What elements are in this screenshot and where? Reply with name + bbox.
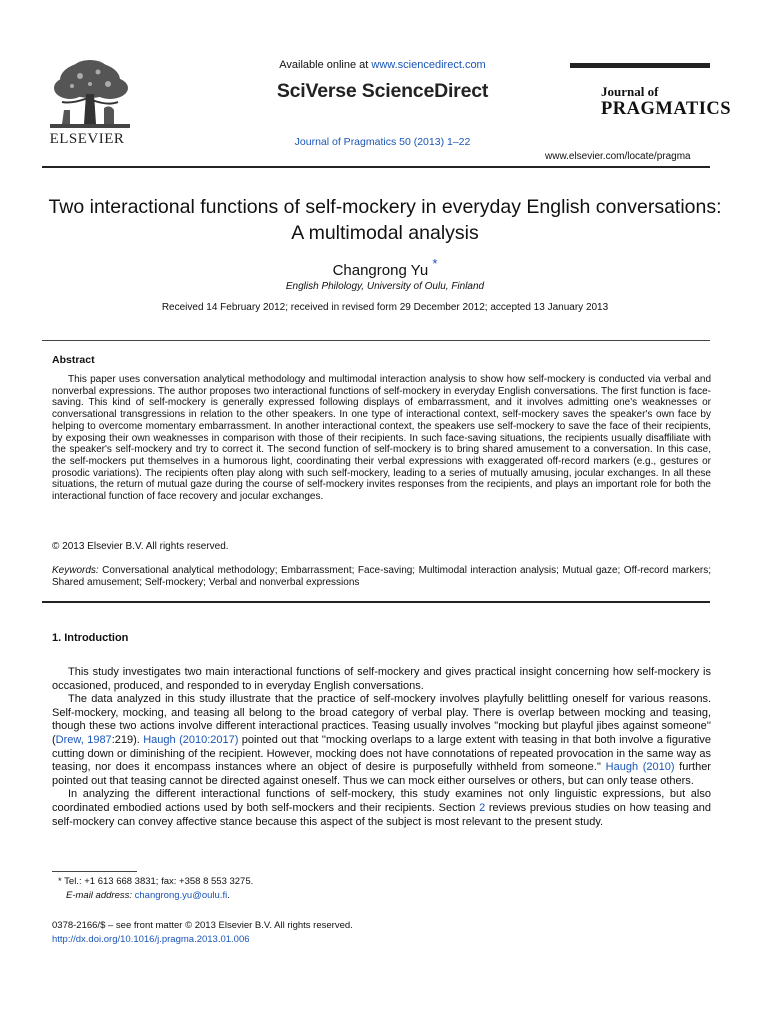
available-online-prefix: Available online at <box>279 59 372 71</box>
footnote-contact: * Tel.: +1 613 668 3831; fax: +358 8 553 3275. <box>58 876 254 887</box>
intro-p2-text-d: further pointed out that teasing cannot be directed against oneself. Thus we can mock either ourselves or others, but can only tease others. <box>52 761 711 787</box>
received-dates: Received 14 February 2012; received in revised form 29 December 2012; accepted 13 January 2013 <box>161 302 609 313</box>
section-2-link[interactable]: 2 <box>479 801 486 814</box>
author-footnote-mark[interactable]: * <box>432 256 438 271</box>
author-name: Changrong Yu <box>332 262 429 279</box>
citation-haugh-2010-2017[interactable]: Haugh (2010:2017) <box>143 733 239 746</box>
abstract-heading: Abstract <box>52 354 95 366</box>
front-matter-line: 0378-2166/$ – see front matter © 2013 Elsevier B.V. All rights reserved. <box>52 920 353 931</box>
section-heading-introduction: 1. Introduction <box>52 632 129 644</box>
citation-drew-1987[interactable]: Drew, 1987 <box>55 733 112 746</box>
journal-logo-line1: Journal of <box>601 84 659 99</box>
abstract-copyright: © 2013 Elsevier B.V. All rights reserved. <box>52 541 229 552</box>
doi-link[interactable]: http://dx.doi.org/10.1016/j.pragma.2013.01.006 <box>52 934 250 945</box>
keywords <box>52 565 711 588</box>
intro-p2-text-c: pointed out that ''mocking overlaps to a large extent with teasing in that both involve a figurative cutting down or diminishing of the recipient. However, mocking does not have connotations of repeated provocation in the same way as teasing, nor does it encompass instances where an object of desire is purposefully withheld from someone.'' <box>52 733 711 774</box>
header-divider <box>42 166 710 168</box>
intro-p2-text-b: :219). <box>111 733 144 746</box>
citation-haugh-2010[interactable]: Haugh (2010) <box>605 761 675 774</box>
intro-p3-text-b: reviews previous studies on how teasing and self-mockery can convey affective stance because this aspect of the subject is most relevant to the present study. <box>52 801 711 828</box>
journal-reference-link[interactable]: Journal of Pragmatics 50 (2013) 1–22 <box>294 136 471 148</box>
available-online-line <box>210 59 555 71</box>
sciencedirect-link[interactable]: www.sciencedirect.com <box>371 59 486 71</box>
abstract-bottom-divider <box>42 601 710 603</box>
email-end: . <box>227 890 230 901</box>
author-line <box>40 256 730 279</box>
publisher-name: ELSEVIER <box>49 131 125 147</box>
platform-name: SciVerse ScienceDirect <box>276 80 489 102</box>
journal-url: www.elsevier.com/locate/pragma <box>545 151 691 162</box>
abstract-top-divider <box>42 340 710 341</box>
abstract-text: This paper uses conversation analytical methodology and multimodal interaction analysis to show how self-mockery is conducted via verbal and nonverbal expressions. The author proposes two interactional functions of self-mockery in everyday English conversations. The first function is face-saving. This kind of self-mockery is generally expressed following displays of embarrassment, and it involves admitting one's weaknesses or conversational transgressions in relation to the other speakers. In one type of interactional context, self-mockery saves the speaker's own face by helping to overcome momentary embarrassment. In another interactional context, the speakers use self-mockery to save the face of their recipients, by exposing their own weaknesses in comparison with those of their recipients. In such face-saving situations, the recipients usually disaffiliate with the speaker's self-mockery and try to correct it. The second function of self-mockery is to bring shared amusement to a conversation. In this case, the self-mockers put themselves in a humorous light, coordinating their verbal expressions with exaggerated off-record markers (e.g., gestures or prosodic variations). The recipients often play along with such self-mockery, leading to a series of mutually amusing, jocular exchanges. In all these situations, the return of mutual gaze during the course of self-mockery invites responses from the recipients, and plays an important role for both the interactional function of face recovery and jocular exchanges. <box>52 374 711 503</box>
intro-paragraphs <box>52 666 711 829</box>
intro-p3-text-a: In analyzing the different interactional functions of self-mockery, this study examines not only linguistic expressions, but also coordinated embodied actions used by both self-mockers and their recipients. Section <box>52 788 711 814</box>
email-link[interactable]: changrong.yu@oulu.fi <box>132 890 228 901</box>
intro-p2-text-a: The data analyzed in this study illustrate that the practice of self-mockery involves playfully belittling oneself for various reasons. Self-mockery, mocking, and teasing all belong to the broad category of verbal play. There is overlap between mocking and teasing, though these two actions involve different interactional practices. Teasing usually involves ''mocking but playful jibes against someone'' ( <box>52 693 711 746</box>
intro-paragraph-1: This study investigates two main interactional functions of self-mockery and gives practical insight concerning how self-mockery is occasioned, produced, and responded to in everyday English conversations. <box>52 666 711 692</box>
intro-paragraph-3 <box>52 788 711 829</box>
journal-logo-line2: PRAGMATICS <box>601 99 732 119</box>
intro-paragraph-2 <box>52 693 711 788</box>
footnote-divider <box>52 871 137 872</box>
author-affiliation: English Philology, University of Oulu, Finland <box>285 281 485 292</box>
keywords-label: Keywords: <box>52 565 99 576</box>
email-label: E-mail address: <box>66 890 132 901</box>
journal-logo-bar <box>570 63 710 68</box>
footnote-email <box>66 890 230 901</box>
article-title: Two interactional functions of self-mockery in everyday English conversations: A multimodal analysis <box>48 196 722 244</box>
keywords-list: Conversational analytical methodology; Embarrassment; Face-saving; Multimodal interaction analysis; Mutual gaze; Off-record markers; Shared amusement; Self-mockery; Verbal and nonverbal expressions <box>52 565 711 588</box>
